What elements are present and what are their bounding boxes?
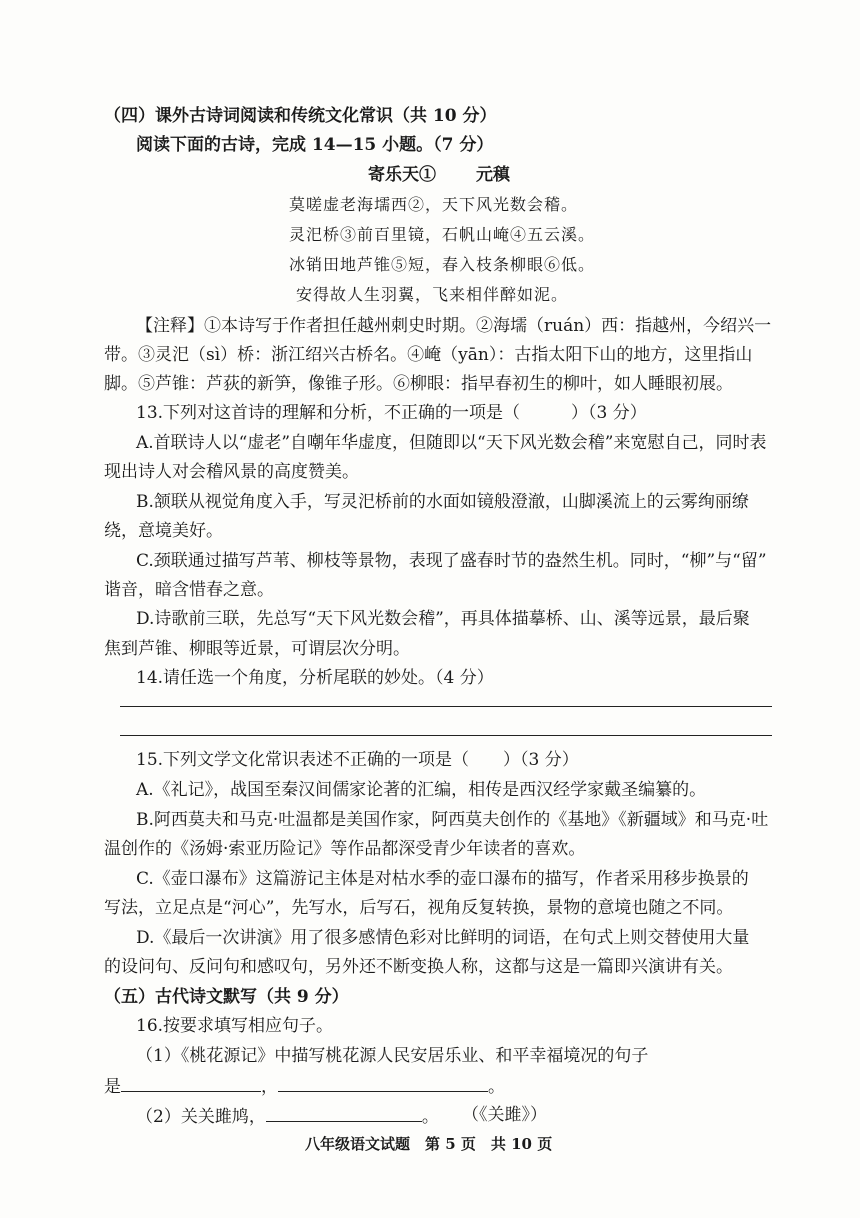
fill-item-1-answer-row (104, 1073, 505, 1099)
reading-instruction: 阅读下面的古诗，完成 14—15 小题。（7 分） (136, 135, 494, 155)
poem-author: 元稹 (476, 165, 510, 185)
option-line: D.《最后一次讲演》用了很多感情色彩对比鲜明的词语，在句式上则交替使用大量 (136, 928, 750, 948)
blank-field[interactable] (266, 1103, 422, 1122)
option-line: 现出诗人对会稽风景的高度赞美。 (104, 462, 359, 482)
note-line: 【注释】①本诗写于作者担任越州刺史时期。②海壖（ruán）西：指越州，今绍兴一 (136, 316, 772, 336)
fill-prefix: （2）关关雎鸠， (136, 1107, 266, 1127)
answer-line[interactable] (120, 735, 772, 736)
poem-title: 寄乐天① (368, 165, 436, 185)
question-stem: 13.下列对这首诗的理解和分析，不正确的一项是（ ）（3 分） (136, 403, 647, 423)
blank-field[interactable] (278, 1073, 488, 1092)
fill-item-1: （1）《桃花源记》中描写桃花源人民安居乐业、和平幸福境况的句子 (136, 1046, 649, 1066)
source-label: （《关雎》） (462, 1105, 547, 1125)
note-line: 带。③灵汜（sì）桥：浙江绍兴古桥名。④崦（yān）：古指太阳下山的地方，这里指山 (104, 345, 753, 365)
option-line: A.首联诗人以“虚老”自嘲年华虚度，但随即以“天下风光数会稽”来宽慰自己，同时表 (136, 433, 767, 453)
fill-end: 。 (421, 1107, 439, 1127)
option-line: 焦到芦锥、柳眼等近景，可谓层次分明。 (104, 639, 410, 659)
blank-field[interactable] (121, 1073, 261, 1092)
fill-prefix: 是 (104, 1077, 121, 1097)
question-stem: 14.请任选一个角度，分析尾联的妙处。（4 分） (136, 668, 494, 688)
option-line: 绕，意境美好。 (104, 521, 223, 541)
option-line: 温创作的《汤姆·索亚历险记》等作品都深受青少年读者的喜欢。 (104, 839, 586, 859)
answer-line[interactable] (120, 706, 772, 707)
poem-line: 灵汜桥③前百里镜，石帆山崦④五云溪。 (289, 225, 596, 244)
poem-line: 冰销田地芦锥⑤短，春入枝条柳眼⑥低。 (289, 255, 596, 274)
option-line: A.《礼记》，战国至秦汉间儒家论著的汇编，相传是西汉经学家戴圣编纂的。 (136, 780, 707, 800)
fill-separator: ， (261, 1077, 278, 1097)
poem-line: 安得故人生羽翼，飞来相伴醉如泥。 (296, 285, 569, 304)
question-stem: 16.按要求填写相应句子。 (136, 1016, 334, 1036)
option-line: C.《壶口瀑布》这篇游记主体是对枯水季的壶口瀑布的描写，作者采用移步换景的 (136, 869, 749, 889)
option-line: 谐音，暗含惜春之意。 (104, 580, 274, 600)
note-line: 脚。⑤芦锥：芦荻的新笋，像锥子形。⑥柳眼：指早春初生的柳叶，如人睡眼初展。 (104, 374, 733, 394)
section-heading: （五）古代诗文默写（共 9 分） (104, 987, 349, 1007)
fill-item-2-row (136, 1103, 439, 1129)
option-line: B.颔联从视觉角度入手，写灵汜桥前的水面如镜般澄澈，山脚溪流上的云雾绚丽缭 (136, 492, 749, 512)
option-line: 的设问句、反问句和感叹句，另外还不断变换人称，这都与这是一篇即兴演讲有关。 (104, 957, 733, 977)
option-line: 写法，立足点是“河心”，先写水，后写石，视角反复转换，景物的意境也随之不同。 (104, 898, 734, 918)
poem-line: 莫嗟虚老海壖西②，天下风光数会稽。 (289, 195, 579, 214)
section-heading: （四）课外古诗词阅读和传统文化常识（共 10 分） (104, 106, 497, 126)
option-line: D.诗歌前三联，先总写“天下风光数会稽”，再具体描摹桥、山、溪等远景，最后聚 (136, 609, 750, 629)
fill-end: 。 (488, 1077, 505, 1097)
option-line: C.颈联通过描写芦苇、柳枝等景物，表现了盛春时节的盎然生机。同时，“柳”与“留” (136, 551, 767, 571)
option-line: B.阿西莫夫和马克·吐温都是美国作家，阿西莫夫创作的《基地》《新疆域》和马克·吐 (136, 810, 769, 830)
page-footer: 八年级语文试题 第 5 页 共 10 页 (305, 1135, 553, 1153)
question-stem: 15.下列文学文化常识表述不正确的一项是（ ）（3 分） (136, 750, 579, 770)
